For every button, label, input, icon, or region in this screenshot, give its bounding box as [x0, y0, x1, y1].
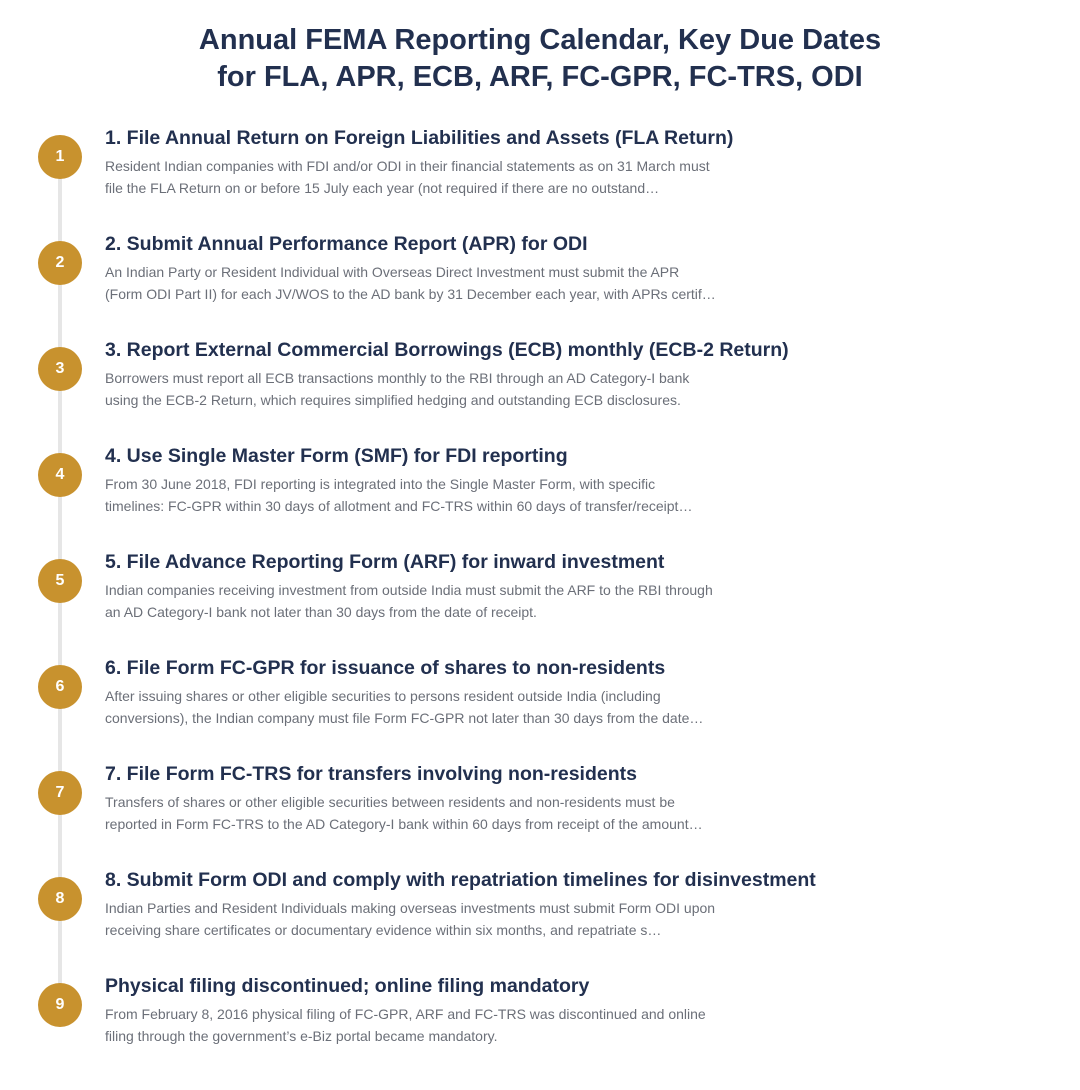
step-number-badge: 6	[38, 665, 82, 709]
step-description-line: From February 8, 2016 physical filing of FC-GPR, ARF and FC-TRS was discontinued and online	[105, 1006, 706, 1022]
step-title: 8. Submit Form ODI and comply with repatriation timelines for disinvestment	[105, 869, 816, 891]
timeline-step-7	[0, 763, 1080, 871]
step-description	[105, 474, 770, 517]
step-description	[105, 580, 770, 623]
step-description-line: conversions), the Indian company must file Form FC-GPR not later than 30 days from the date…	[105, 709, 704, 726]
step-title: 3. Report External Commercial Borrowings (ECB) monthly (ECB-2 Return)	[105, 339, 789, 361]
step-number-badge: 3	[38, 347, 82, 391]
step-number-badge: 2	[38, 241, 82, 285]
step-description-line: Transfers of shares or other eligible securities between residents and non-residents must be	[105, 794, 675, 810]
page-title-line-2: for FLA, APR, ECB, ARF, FC-GPR, FC-TRS, ODI	[217, 61, 863, 93]
step-number-badge: 5	[38, 559, 82, 603]
step-title: 4. Use Single Master Form (SMF) for FDI reporting	[105, 445, 568, 467]
page-title-line-1: Annual FEMA Reporting Calendar, Key Due Dates	[198, 24, 882, 56]
timeline-step-3	[0, 339, 1080, 447]
page-title	[0, 22, 1080, 96]
step-description	[105, 262, 770, 305]
step-description	[105, 156, 770, 199]
step-number-badge: 4	[38, 453, 82, 497]
step-description-line: (Form ODI Part II) for each JV/WOS to the AD bank by 31 December each year, with APRs certif…	[105, 285, 716, 302]
step-title: 2. Submit Annual Performance Report (APR) for ODI	[105, 233, 588, 255]
step-number-badge: 9	[38, 983, 82, 1027]
step-description-line: timelines: FC-GPR within 30 days of allotment and FC-TRS within 60 days of transfer/receipt…	[105, 497, 693, 514]
step-title: Physical filing discontinued; online filing mandatory	[105, 975, 590, 997]
step-description	[105, 686, 770, 729]
step-description-line: Indian companies receiving investment from outside India must submit the ARF to the RBI through	[105, 582, 713, 598]
step-description-line: Indian Parties and Resident Individuals making overseas investments must submit Form ODI upon	[105, 900, 716, 916]
step-description-line: receiving share certificates or documentary evidence within six months, and repatriate s…	[105, 921, 662, 938]
step-description-line: an AD Category-I bank not later than 30 days from the date of receipt.	[105, 603, 537, 620]
timeline-step-5	[0, 551, 1080, 659]
step-description-line: An Indian Party or Resident Individual with Overseas Direct Investment must submit the APR	[105, 264, 680, 280]
step-description	[105, 792, 770, 835]
step-title: 1. File Annual Return on Foreign Liabilities and Assets (FLA Return)	[105, 127, 734, 149]
step-description-line: filing through the government’s e-Biz portal became mandatory.	[105, 1027, 498, 1044]
timeline-step-4	[0, 445, 1080, 553]
step-description-line: From 30 June 2018, FDI reporting is integrated into the Single Master Form, with specific	[105, 476, 656, 492]
timeline-step-8	[0, 869, 1080, 977]
step-description-line: Borrowers must report all ECB transactions monthly to the RBI through an AD Category-I bank	[105, 370, 690, 386]
step-title: 5. File Advance Reporting Form (ARF) for inward investment	[105, 551, 665, 573]
timeline-step-1	[0, 127, 1080, 235]
step-description-line: file the FLA Return on or before 15 July each year (not required if there are no outstand…	[105, 179, 660, 196]
timeline-step-6	[0, 657, 1080, 765]
step-number-badge: 1	[38, 135, 82, 179]
step-description	[105, 898, 770, 941]
timeline-step-2	[0, 233, 1080, 341]
step-number-badge: 8	[38, 877, 82, 921]
step-number-badge: 7	[38, 771, 82, 815]
step-description-line: using the ECB-2 Return, which requires simplified hedging and outstanding ECB disclosures.	[105, 391, 681, 408]
step-description	[105, 1004, 770, 1047]
step-title: 7. File Form FC-TRS for transfers involving non-residents	[105, 763, 637, 785]
step-title: 6. File Form FC-GPR for issuance of shares to non-residents	[105, 657, 666, 679]
step-description-line: Resident Indian companies with FDI and/or ODI in their financial statements as on 31 March must	[105, 158, 710, 174]
step-description-line: After issuing shares or other eligible securities to persons resident outside India (including	[105, 688, 661, 704]
step-description-line: reported in Form FC-TRS to the AD Category-I bank within 60 days from receipt of the amount…	[105, 815, 703, 832]
timeline-step-9	[0, 975, 1080, 1083]
step-description	[105, 368, 770, 411]
